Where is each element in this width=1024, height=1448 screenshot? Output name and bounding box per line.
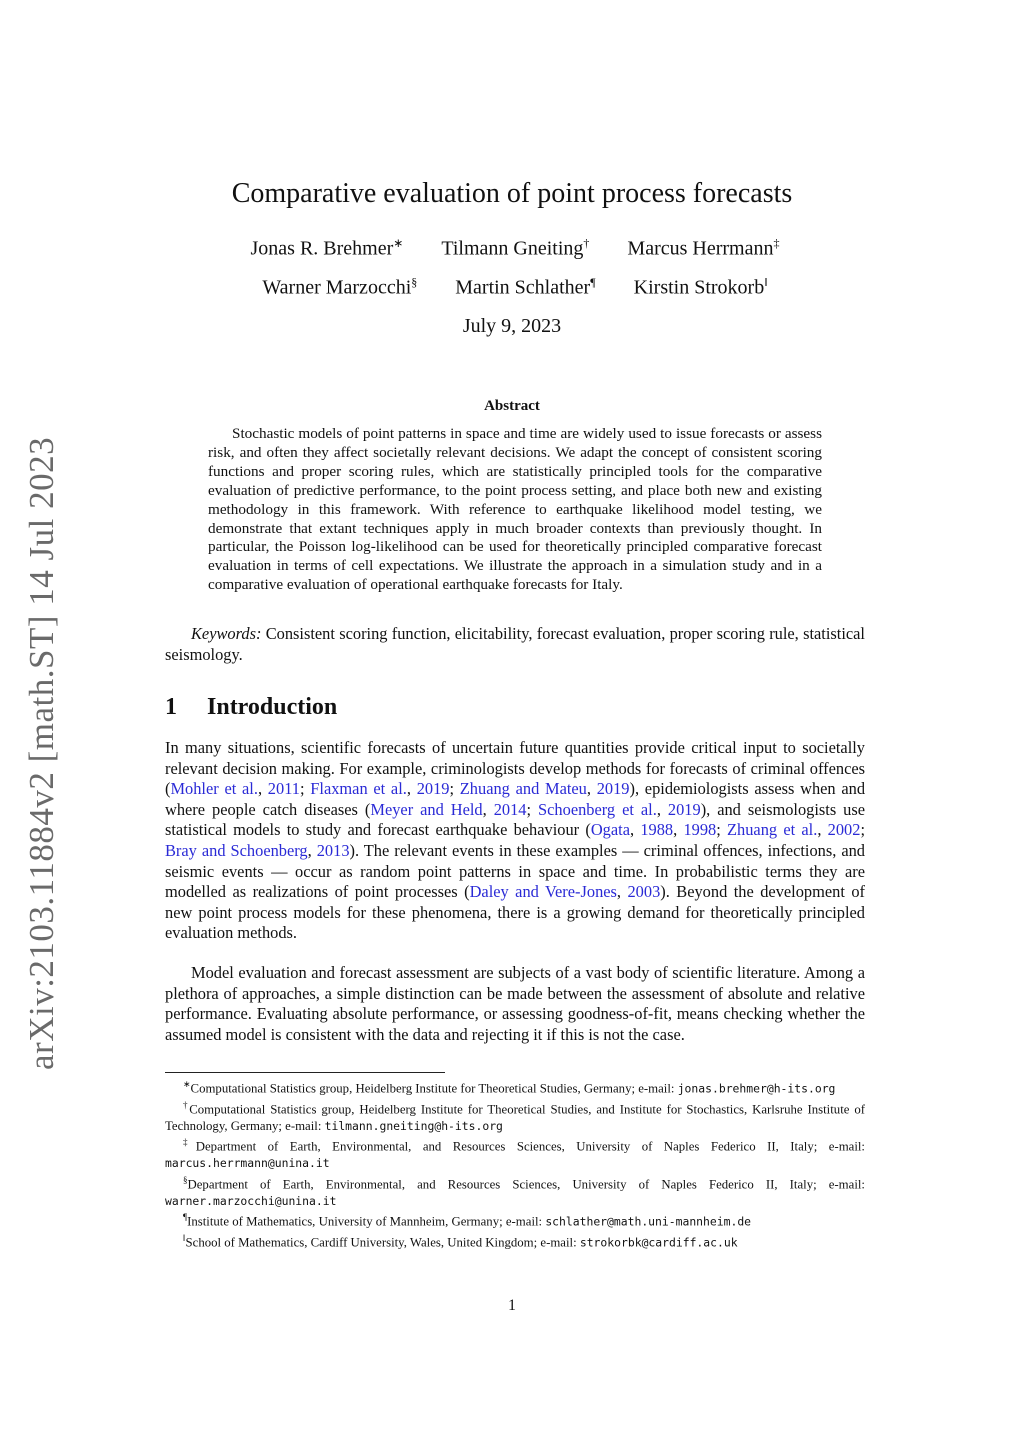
footnote: ‖School of Mathematics, Cardiff University, Wales, United Kingdom; e-mail: strokorbk@cardiff.ac.uk <box>183 1233 738 1250</box>
intro-paragraph: Model evaluation and forecast assessment are subjects of a vast body of scientific literature. Among a plethora of approaches, a simple distinction can be made between the assessment of absolute and relative performance. Evaluating absolute performance, or assessing goodness-of-fit, means checking whether the assumed model is consistent with the data and rejecting it if this is not the case. <box>165 963 865 1044</box>
keywords-label: Keywords: <box>191 624 262 643</box>
email-address[interactable]: marcus.herrmann@unina.it <box>165 1156 330 1171</box>
intro-paragraph: In many situations, scientific forecasts of uncertain future quantities provide critical input to societally relevant decision making. For example, criminologists develop methods for forecasts of criminal offences (Mohler et al., 2011; Flaxman et al., 2019; Zhuang and Mateu, 2019), epidemiologists assess when and where people catch diseases (Meyer and Held, 2014; Schoenberg et al., 2019), and seismologists use statistical models to study and forecast earthquake behaviour (Ogata, 1988, 1998; Zhuang et al., 2002; Bray and Schoenberg, 2013). The relevant events in these examples — criminal offences, infections, and seismic events — occur as random point patterns in space and time. In probabilistic terms they are modelled as realizations of point processes (Daley and Vere-Jones, 2003). Beyond the development of new point process models for these phenomena, there is a growing demand for theoretically principled evaluation methods. <box>165 738 866 943</box>
footnote: †Computational Statistics group, Heidelberg Institute for Theoretical Studies, and Institute for Stochastics, Karlsruhe Institute of Technology, Germany; e-mail: tilmann.gneiting@h-its.org <box>165 1099 866 1133</box>
email-address[interactable]: warner.marzocchi@unina.it <box>165 1193 337 1208</box>
footnote: §Department of Earth, Environmental, and Resources Sciences, University of Naples Federico II, Italy; e-mail: warner.marzocchi@unina.it <box>165 1174 865 1208</box>
citation-link[interactable]: 2013 <box>316 840 350 860</box>
citation-link[interactable]: Bray and Schoenberg <box>165 840 308 860</box>
footnote-divider <box>165 1072 445 1073</box>
email-address[interactable]: strokorbk@cardiff.ac.uk <box>579 1235 738 1250</box>
citation-link[interactable]: Mohler et al. <box>170 779 258 799</box>
citation-link[interactable]: Ogata <box>590 820 630 840</box>
citation-link[interactable]: 2003 <box>627 882 661 902</box>
author: Marcus Herrmann‡ <box>627 236 780 260</box>
email-address[interactable]: schlather@math.uni-mannheim.de <box>545 1214 752 1229</box>
citation-link[interactable]: Daley and Vere-Jones <box>469 882 617 902</box>
author: Jonas R. Brehmer∗ <box>250 236 404 260</box>
arxiv-identifier: arXiv:2103.11884v2 [math.ST] 14 Jul 2023 <box>22 436 61 1070</box>
abstract-text: Stochastic models of point patterns in space and time are widely used to issue forecasts or assess risk, and often they affect societally relevant decisions. We adapt the concept of consistent scoring functions and proper scoring rules, which are statistically principled tools for the comparative evaluation of predictive performance, to the point process setting, and place both new and existing methodology in this framework. With reference to earthquake likelihood model testing, we demonstrate that extant techniques apply in much broader contexts than previously thought. In particular, the Poisson log-likelihood can be used for theoretically principled comparative forecast evaluation in terms of cell expectations. We illustrate the approach in a simulation study and in a comparative evaluation of operational earthquake forecasts for Italy. <box>208 425 822 594</box>
section-heading <box>165 694 337 721</box>
author-row <box>165 275 865 300</box>
citation-link[interactable]: 1998 <box>683 820 717 840</box>
citation-link[interactable]: Flaxman et al. <box>310 779 407 799</box>
citation-link[interactable]: 2014 <box>493 799 527 819</box>
citation-link[interactable]: 2019 <box>596 779 630 799</box>
citation-link[interactable]: Schoenberg et al. <box>538 799 657 819</box>
citation-link[interactable]: Zhuang and Mateu <box>459 779 587 799</box>
section-title: Introduction <box>207 694 338 720</box>
footnote: ¶Institute of Mathematics, University of Mannheim, Germany; e-mail: schlather@math.uni-mannheim.de <box>183 1212 752 1229</box>
citation-link[interactable]: 2002 <box>827 820 861 840</box>
author: Martin Schlather¶ <box>455 274 596 299</box>
abstract-heading: Abstract <box>484 398 540 414</box>
author: Kirstin Strokorb‖ <box>633 274 768 299</box>
footnote: ∗Computational Statistics group, Heidelberg Institute for Theoretical Studies, Germany; e-mail: jonas.brehmer@h-its.org <box>183 1079 836 1096</box>
email-address[interactable]: jonas.brehmer@h-its.org <box>677 1081 836 1096</box>
publication-date: July 9, 2023 <box>462 315 562 337</box>
citation-link[interactable]: 2019 <box>416 779 450 799</box>
citation-link[interactable]: 2011 <box>267 779 300 799</box>
page-number: 1 <box>508 1297 516 1314</box>
email-address[interactable]: tilmann.gneiting@h-its.org <box>324 1118 503 1133</box>
section-number: 1 <box>165 694 177 720</box>
paper-title: Comparative evaluation of point process forecasts <box>231 178 793 209</box>
author-list <box>165 236 865 313</box>
footnotes <box>165 1076 865 1251</box>
citation-link[interactable]: Zhuang et al. <box>727 820 818 840</box>
footnote: ‡Department of Earth, Environmental, and Resources Sciences, University of Naples Federico II, Italy; e-mail: marcus.herrmann@unina.it <box>165 1137 865 1171</box>
author-row <box>165 236 865 261</box>
citation-link[interactable]: Meyer and Held <box>370 799 483 819</box>
author: Warner Marzocchi§ <box>262 274 418 299</box>
keywords <box>165 623 865 665</box>
citation-link[interactable]: 1988 <box>640 820 674 840</box>
author: Tilmann Gneiting† <box>441 236 590 260</box>
keywords-text: Consistent scoring function, elicitability, forecast evaluation, proper scoring rule, statistical seismology. <box>165 624 865 664</box>
citation-link[interactable]: 2019 <box>667 799 701 819</box>
